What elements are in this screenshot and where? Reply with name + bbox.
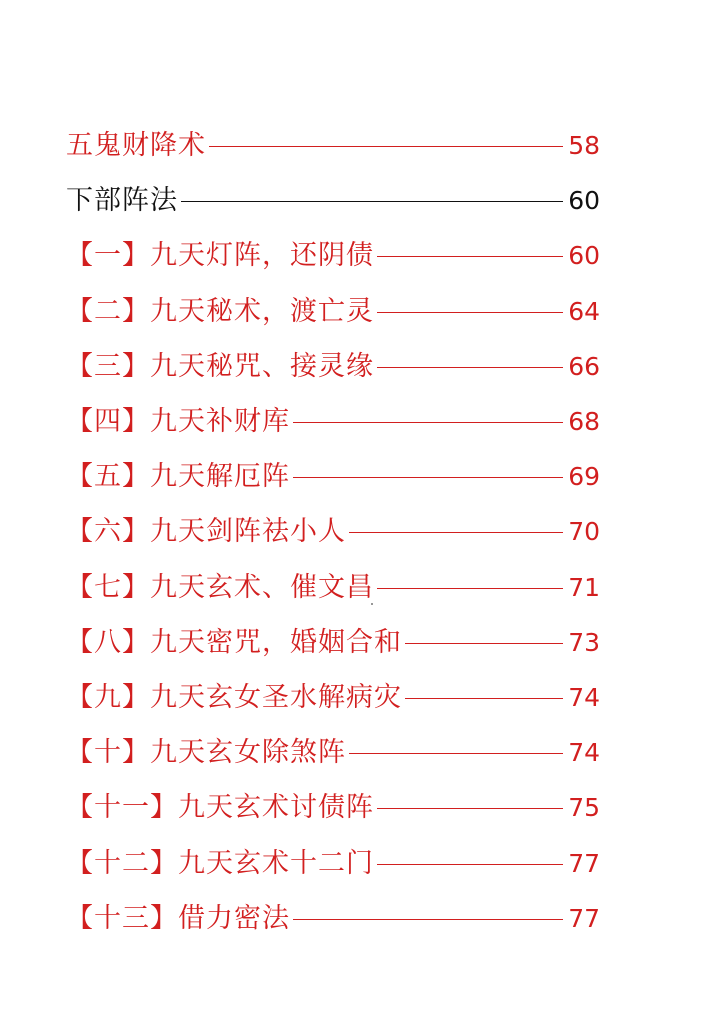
entry-page-number: 66 <box>568 351 600 381</box>
entry-title: 借力密法 <box>178 902 290 934</box>
entry-number: 【十三】 <box>66 902 178 934</box>
entry-title: 九天玄术十二门 <box>178 847 374 879</box>
entry-number: 【九】 <box>66 681 150 713</box>
dot-leader <box>209 146 563 147</box>
entry-number: 【三】 <box>66 350 150 382</box>
toc-entry[interactable] <box>66 835 600 890</box>
entry-title: 五鬼财降术 <box>66 130 206 162</box>
dot-leader <box>405 698 563 699</box>
entry-title: 九天玄女除煞阵 <box>150 737 346 769</box>
dot-leader <box>349 532 563 533</box>
entry-number: 【十】 <box>66 737 150 769</box>
table-of-contents <box>66 118 600 946</box>
toc-entry[interactable] <box>66 560 600 615</box>
entry-page-number: 60 <box>568 241 600 271</box>
entry-title: 九天剑阵祛小人 <box>150 516 346 548</box>
entry-number: 【十一】 <box>66 792 178 824</box>
entry-title: 九天密咒，婚姻合和 <box>150 626 402 658</box>
entry-title: 九天补财库 <box>150 406 290 438</box>
entry-page-number: 77 <box>568 848 600 878</box>
toc-entry[interactable] <box>66 725 600 780</box>
dot-leader <box>293 422 563 423</box>
entry-number: 【十二】 <box>66 847 178 879</box>
entry-page-number: 74 <box>568 738 600 768</box>
dot-leader <box>293 919 563 920</box>
dot-leader <box>349 753 563 754</box>
entry-title: 九天解厄阵 <box>150 461 290 493</box>
entry-title: 下部阵法 <box>66 185 178 217</box>
dot-leader <box>377 864 563 865</box>
entry-number: 【七】 <box>66 571 150 603</box>
entry-title: 九天秘术，渡亡灵 <box>150 295 374 327</box>
entry-number: 【一】 <box>66 240 150 272</box>
toc-entry[interactable] <box>66 284 600 339</box>
entry-page-number: 75 <box>568 793 600 823</box>
entry-title: 九天秘咒、接灵缘 <box>150 350 374 382</box>
entry-number: 【二】 <box>66 295 150 327</box>
entry-page-number: 77 <box>568 903 600 933</box>
entry-number: 【五】 <box>66 461 150 493</box>
dot-leader <box>377 808 563 809</box>
toc-entry[interactable] <box>66 173 600 228</box>
entry-page-number: 69 <box>568 462 600 492</box>
entry-page-number: 71 <box>568 572 600 602</box>
toc-entry[interactable] <box>66 780 600 835</box>
toc-entry[interactable] <box>66 118 600 173</box>
dot-leader <box>293 477 563 478</box>
entry-page-number: 64 <box>568 296 600 326</box>
entry-title: 九天玄术、催文昌 <box>150 571 374 603</box>
dot-leader <box>405 643 563 644</box>
toc-entry[interactable] <box>66 670 600 725</box>
dot-leader <box>377 256 563 257</box>
toc-entry[interactable] <box>66 504 600 559</box>
entry-title: 九天灯阵，还阴债 <box>150 240 374 272</box>
scan-speck <box>371 603 373 605</box>
entry-title: 九天玄术讨债阵 <box>178 792 374 824</box>
toc-entry[interactable] <box>66 891 600 946</box>
toc-entry[interactable] <box>66 339 600 394</box>
entry-page-number: 58 <box>568 131 600 161</box>
entry-number: 【八】 <box>66 626 150 658</box>
entry-page-number: 68 <box>568 407 600 437</box>
dot-leader <box>377 312 563 313</box>
entry-page-number: 73 <box>568 627 600 657</box>
entry-page-number: 74 <box>568 682 600 712</box>
toc-entry[interactable] <box>66 394 600 449</box>
entry-page-number: 70 <box>568 517 600 547</box>
toc-entry[interactable] <box>66 615 600 670</box>
dot-leader <box>181 201 563 202</box>
dot-leader <box>377 367 563 368</box>
entry-title: 九天玄女圣水解病灾 <box>150 681 402 713</box>
entry-number: 【四】 <box>66 406 150 438</box>
toc-entry[interactable] <box>66 449 600 504</box>
dot-leader <box>377 588 563 589</box>
entry-page-number: 60 <box>568 186 600 216</box>
entry-number: 【六】 <box>66 516 150 548</box>
toc-entry[interactable] <box>66 228 600 283</box>
